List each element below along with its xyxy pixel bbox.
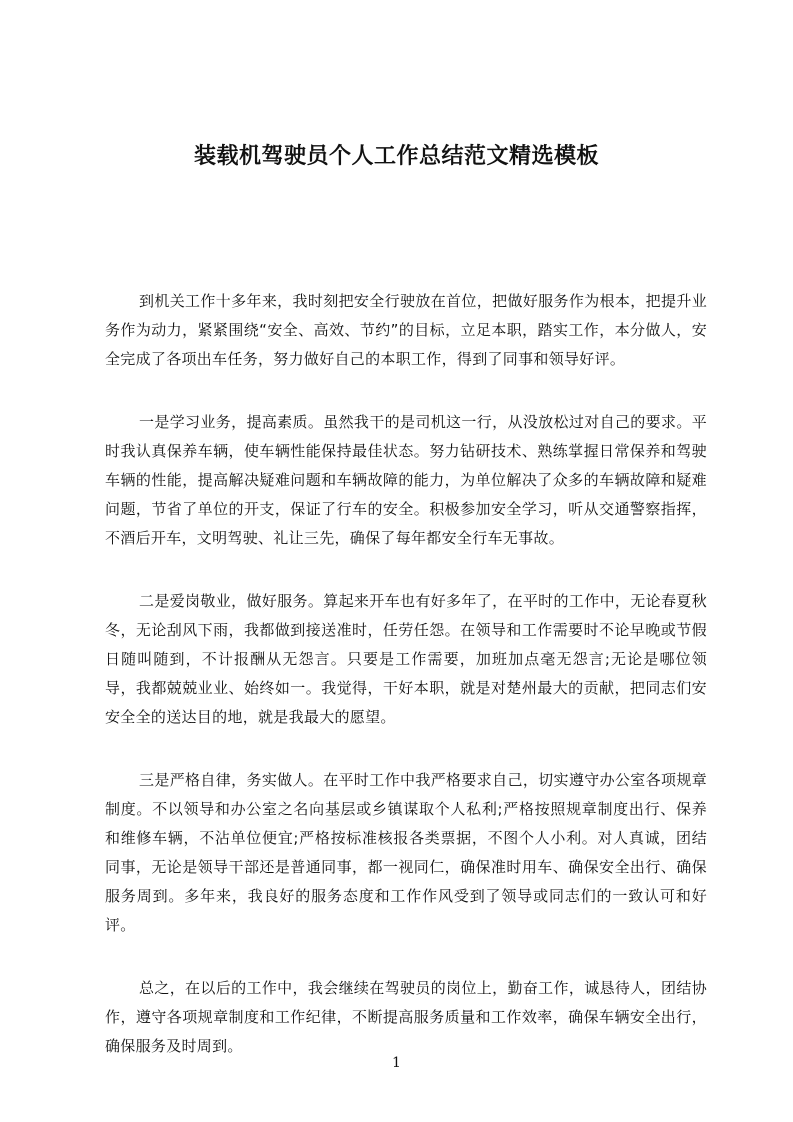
page-number: 1 xyxy=(392,1055,401,1071)
paragraph-discipline: 三是严格自律，务实做人。在平时工作中我严格要求自己，切实遵守办公室各项规章制度。不以领导和办公室之名向基层或乡镇谋取个人私利;严格按照规章制度出行、保养和维修车辆，不沾单位便宜;严格按标准核报各类票据，不图个人小利。对人真诚，团结同事，无论是领导干部还是普通同事，都一视同仁，确保准时用车、确保安全出行、确保服务周到。多年来，我良好的服务态度和工作作风受到了领导或同志们的一致认可和好评。 xyxy=(105,771,707,934)
document-title: 装载机驾驶员个人工作总结范文精选模板 xyxy=(193,144,599,169)
document-body xyxy=(105,287,707,1095)
paragraph-intro: 到机关工作十多年来，我时刻把安全行驶放在首位，把做好服务作为根本，把提升业务作为动力，紧紧围绕“安全、高效、节约”的目标，立足本职，踏实工作，本分做人，安全完成了各项出车任务，努力做好自己的本职工作，得到了同事和领导好评。 xyxy=(105,292,707,368)
paragraph-dedication: 二是爱岗敬业，做好服务。算起来开车也有好多年了，在平时的工作中，无论春夏秋冬，无论刮风下雨，我都做到接送准时，任劳任怨。在领导和工作需要时不论早晚或节假日随叫随到，不计报酬从无怨言。只要是工作需要，加班加点毫无怨言;无论是哪位领导，我都兢兢业业、始终如一。我觉得，干好本职，就是对楚州最大的贡献，把同志们安安全全的送达目的地，就是我最大的愿望。 xyxy=(105,592,707,726)
paragraph-study: 一是学习业务，提高素质。虽然我干的是司机这一行，从没放松过对自己的要求。平时我认真保养车辆，使车辆性能保持最佳状态。努力钻研技术、熟练掌握日常保养和驾驶车辆的性能，提高解决疑难问题和车辆故障的能力，为单位解决了众多的车辆故障和疑难问题，节省了单位的开支，保证了行车的安全。积极参加安全学习，听从交通警察指挥，不酒后开车，文明驾驶、礼让三先，确保了每年都安全行车无事故。 xyxy=(105,413,707,547)
paragraph-conclusion: 总之，在以后的工作中，我会继续在驾驶员的岗位上，勤奋工作，诚恳待人，团结协作，遵守各项规章制度和工作纪律，不断提高服务质量和工作效率，确保车辆安全出行，确保服务及时周到。 xyxy=(105,979,707,1055)
